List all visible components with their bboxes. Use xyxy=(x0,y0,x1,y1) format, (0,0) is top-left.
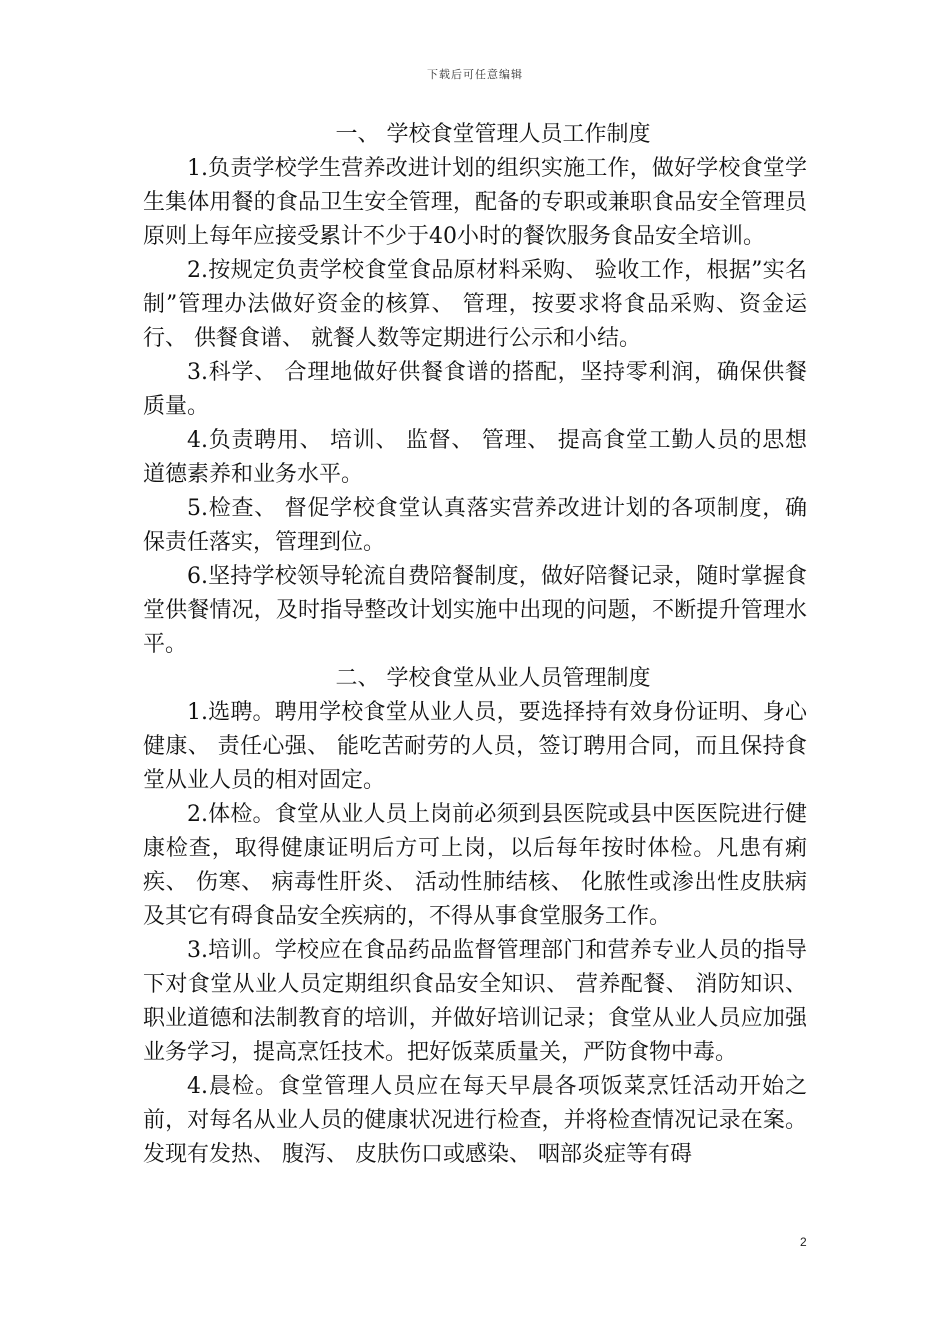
document-body xyxy=(143,118,807,1172)
paragraph: 4.负责聘用、 培训、 监督、 管理、 提高食堂工勤人员的思想道德素养和业务水平。 xyxy=(143,428,807,487)
section-2 xyxy=(143,662,807,1172)
paragraph: 6.坚持学校领导轮流自费陪餐制度，做好陪餐记录，随时掌握食堂供餐情况，及时指导整改计划实施中出现的问题，不断提升管理水平。 xyxy=(143,564,807,657)
paragraph: 1.负责学校学生营养改进计划的组织实施工作，做好学校食堂学生集体用餐的食品卫生安全管理，配备的专职或兼职食品安全管理员原则上每年应接受累计不少于40小时的餐饮服务食品安全培训。 xyxy=(143,156,807,249)
paragraph: 4.晨检。食堂管理人员应在每天早晨各项饭菜烹饪活动开始之前，对每名从业人员的健康状况进行检查，并将检查情况记录在案。发现有发热、 腹泻、 皮肤伤口或感染、 咽部炎症等有碍 xyxy=(143,1074,807,1167)
paragraph: 3.科学、 合理地做好供餐食谱的搭配，坚持零利润，确保供餐质量。 xyxy=(143,360,807,419)
section-title: 二、 学校食堂从业人员管理制度 xyxy=(335,666,651,691)
paragraph: 1.选聘。聘用学校食堂从业人员，要选择持有效身份证明、身心健康、 责任心强、 能吃苦耐劳的人员，签订聘用合同，而且保持食堂从业人员的相对固定。 xyxy=(143,700,807,793)
header-note: 下载后可任意编辑 xyxy=(427,68,523,81)
paragraph: 2.按规定负责学校食堂食品原材料采购、 验收工作，根据”实名制”管理办法做好资金的核算、 管理，按要求将食品采购、资金运行、 供餐食谱、 就餐人数等定期进行公示和小结。 xyxy=(143,258,807,351)
paragraph: 2.体检。食堂从业人员上岗前必须到县医院或县中医医院进行健康检查，取得健康证明后方可上岗，以后每年按时体检。凡患有痢疾、 伤寒、 病毒性肝炎、 活动性肺结核、 化脓性或渗出性皮肤病及其它有碍食品安全疾病的，不得从事食堂服务工作。 xyxy=(143,802,807,929)
paragraph: 5.检查、 督促学校食堂认真落实营养改进计划的各项制度，确保责任落实，管理到位。 xyxy=(143,496,807,555)
page-number: 2 xyxy=(800,1235,807,1249)
paragraph: 3.培训。学校应在食品药品监督管理部门和营养专业人员的指导下对食堂从业人员定期组织食品安全知识、 营养配餐、 消防知识、 职业道德和法制教育的培训，并做好培训记录；食堂从业人员应加强业务学习，提高烹饪技术。把好饭菜质量关，严防食物中毒。 xyxy=(143,938,807,1065)
section-title: 一、 学校食堂管理人员工作制度 xyxy=(335,122,651,147)
section-1 xyxy=(143,118,807,662)
